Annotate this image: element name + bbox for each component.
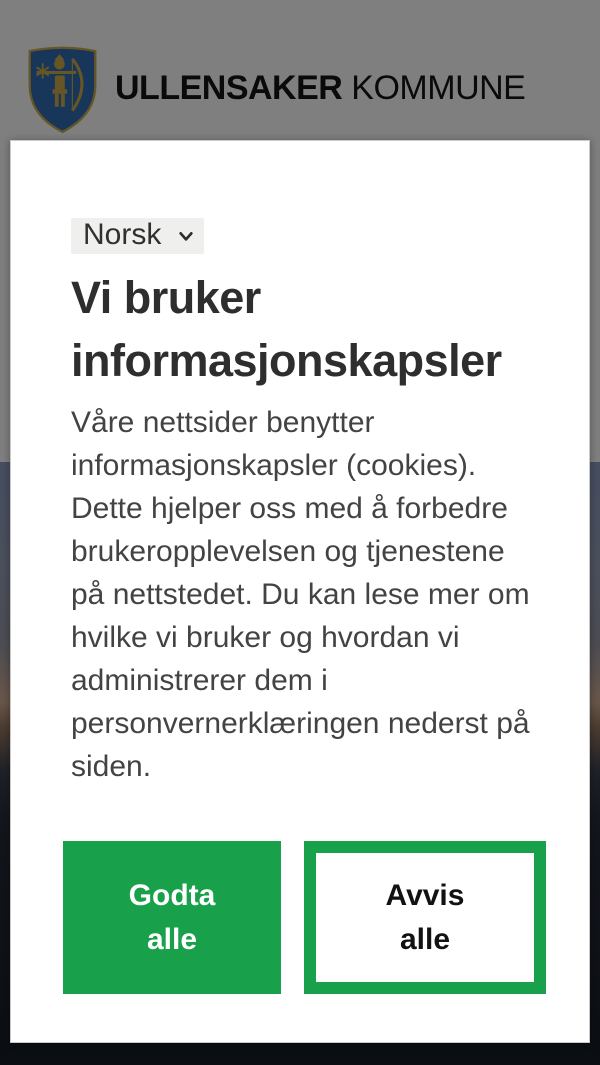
body-line: informasjonskapsler (cookies). — [71, 449, 477, 482]
body-line: hvilke vi bruker og hvordan vi — [71, 621, 460, 654]
dialog-title: Vi bruker informasjonskapsler — [71, 272, 502, 386]
cookie-consent-dialog — [10, 140, 590, 1043]
body-line: brukeropplevelsen og tjenestene — [71, 535, 505, 568]
language-select[interactable] — [71, 218, 204, 254]
language-select-wrap — [71, 218, 204, 254]
body-line: på nettstedet. Du kan lese mer om — [71, 578, 530, 611]
body-line: administrerer dem i — [71, 664, 328, 697]
accept-label-line1: Godta — [128, 878, 216, 912]
reject-label-line2: alle — [399, 922, 451, 956]
body-line: Dette hjelper oss med å forbedre — [71, 492, 508, 525]
body-line: Våre nettsider benytter — [71, 406, 375, 439]
accept-all-button[interactable] — [63, 841, 281, 994]
body-line: personvernerklæringen nederst på — [71, 707, 530, 740]
accept-label-line2: alle — [146, 922, 198, 956]
button-row — [63, 841, 546, 994]
body-line: siden. — [71, 750, 152, 783]
reject-all-button[interactable] — [304, 841, 546, 994]
dialog-body — [71, 401, 529, 788]
reject-label-line1: Avvis — [385, 878, 465, 912]
